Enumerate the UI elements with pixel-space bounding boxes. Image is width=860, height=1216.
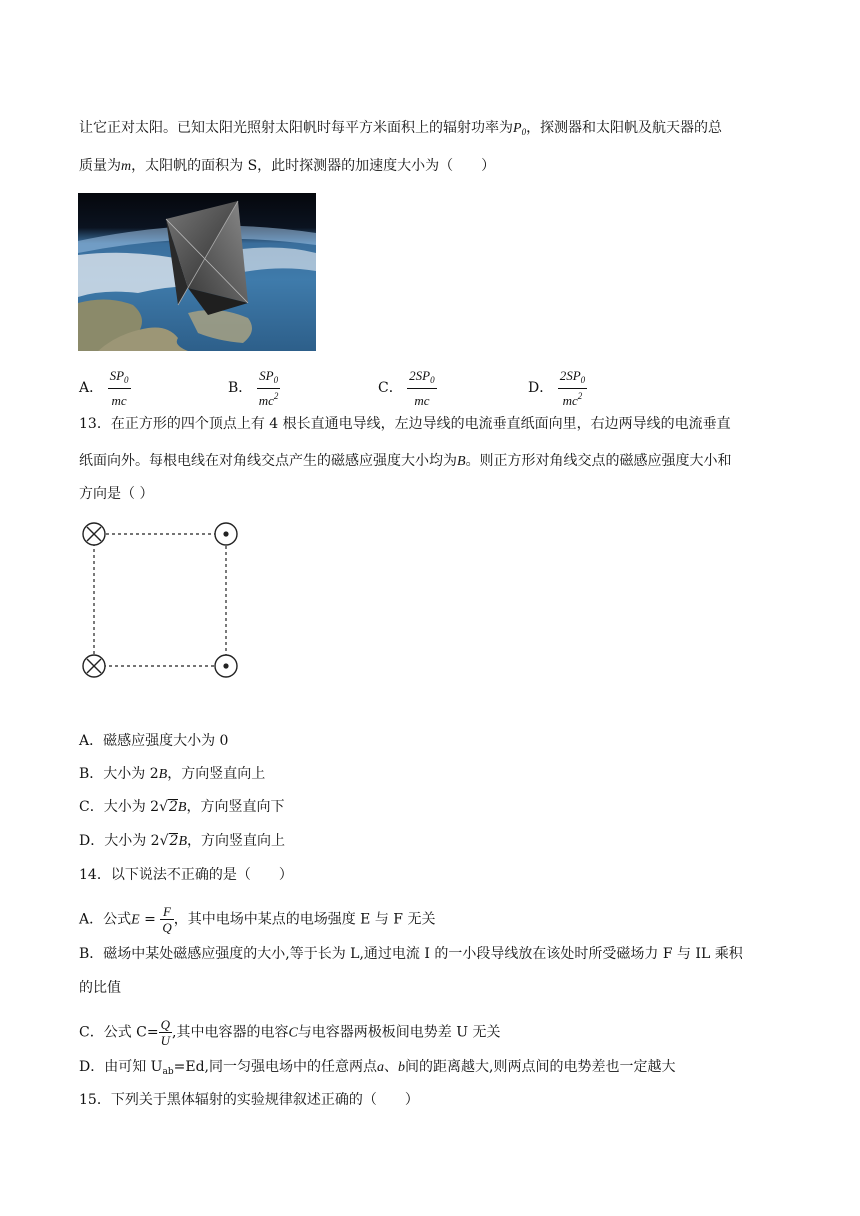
q12-option-c[interactable]	[378, 368, 437, 408]
mass-symbol: m	[121, 159, 132, 174]
q12-line-1	[79, 118, 722, 142]
q14-option-d[interactable]: D．由可知 $U_{ab}=Ed$,同一匀强电场中的任意两点a、b间的距离越大,则两点间的电势差也一定越大	[79, 1059, 676, 1077]
option-label: A．	[79, 380, 104, 396]
q14-option-c[interactable]: C．公式 C= $\frac{Q}{U}$ ,其中电容器的电容C与电容器两极板间电势差 U 无关	[79, 1017, 501, 1048]
wire-into-page-icon-top-left	[83, 523, 105, 545]
q12-text: ，太阳帆的面积为 S，此时探测器的加速度大小为（ ）	[131, 158, 496, 174]
q13-line-3: 方向是（ ）	[79, 486, 154, 502]
q12-option-a[interactable]	[79, 368, 131, 408]
fraction: $\frac{SP_0}{mc^2}$	[258, 368, 279, 408]
fraction: $\frac{F}{Q}$	[162, 904, 172, 935]
fraction: $\frac{2SP_0}{mc}$	[409, 368, 435, 408]
fraction: $\frac{SP_0}{mc}$	[109, 368, 129, 408]
wire-into-page-icon-bottom-left	[83, 655, 105, 677]
option-label: B．	[228, 380, 253, 396]
q13-option-b[interactable]: B．大小为 2B，方向竖直向上	[79, 766, 266, 782]
wire-square-diagram	[80, 520, 242, 682]
q12-text: 让它正对太阳。已知太阳光照射太阳帆时每平方米面积上的辐射功率为	[79, 120, 513, 136]
q13-option-a[interactable]: A．磁感应强度大小为 0	[79, 733, 229, 749]
sqrt-symbol: √	[159, 833, 169, 849]
q12-text: 质量为	[79, 158, 121, 174]
q13-line-1: 13．在正方形的四个顶点上有 4 根长直通电导线，左边导线的电流垂直纸面向里，右边两导线的电流垂直	[79, 416, 731, 432]
b-symbol: B	[457, 454, 466, 469]
fraction: $\frac{2SP_0}{mc^2}$	[559, 368, 586, 408]
dashed-square	[94, 534, 226, 666]
q14-option-a[interactable]: A．公式E = $\frac{F}{Q}$ ，其中电场中某点的电场强度 E 与 F 无关	[79, 904, 436, 935]
q15-stem: 15．下列关于黑体辐射的实验规律叙述正确的（ ）	[79, 1092, 419, 1108]
wire-out-of-page-icon-top-right	[215, 523, 237, 545]
fraction: $\frac{Q}{U}$	[160, 1017, 170, 1048]
q14-stem: 14．以下说法不正确的是（ ）	[79, 867, 293, 883]
q13-option-c[interactable]: C．大小为 2√2B，方向竖直向下	[79, 799, 285, 815]
q14-option-b-line-1[interactable]: B．磁场中某处磁感应强度的大小,等于长为 L,通过电流 I 的一小段导线放在该处时所受磁场力 F 与 IL 乘积	[79, 946, 743, 962]
option-label: D．	[528, 380, 554, 396]
q12-text: ，探测器和太阳帆及航天器的总	[526, 120, 723, 136]
q12-option-d[interactable]	[528, 368, 587, 408]
option-label: C．	[378, 380, 403, 396]
q12-option-b[interactable]	[228, 368, 280, 408]
q14-option-b-line-2: 的比值	[79, 980, 121, 996]
q13-line-2: 纸面向外。每根电线在对角线交点产生的磁感应强度大小均为B。则正方形对角线交点的磁感应强度大小和	[79, 453, 732, 469]
solar-sail-photo	[78, 193, 316, 351]
q13-option-d[interactable]: D．大小为 2√2B，方向竖直向上	[79, 833, 285, 849]
wire-out-of-page-icon-bottom-right	[215, 655, 237, 677]
sqrt-symbol: √	[159, 799, 168, 815]
q12-line-2	[79, 156, 495, 177]
p0-symbol: $P_0$	[513, 121, 527, 137]
